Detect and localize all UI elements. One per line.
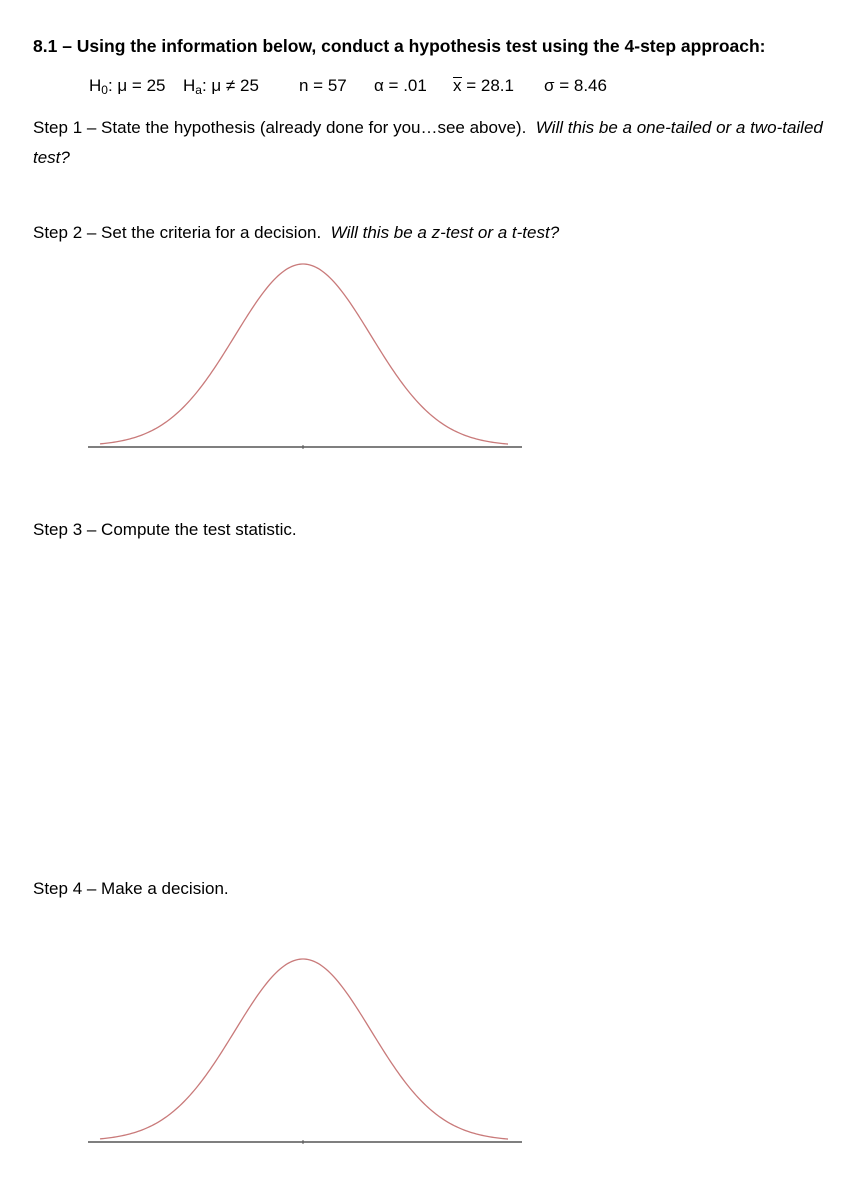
sample-size: n = 57 — [299, 76, 347, 95]
step-4: Step 4 – Make a decision. — [33, 879, 229, 898]
problem-title: 8.1 – Using the information below, conduct a hypothesis test using the 4-step approach: — [33, 36, 766, 56]
alternative-hypothesis: $H_a$: μ ≠ 25 — [183, 76, 259, 97]
step-2-text: Step 2 – Set the criteria for a decision. — [33, 223, 322, 242]
step-3: Step 3 – Compute the test statistic. — [33, 520, 297, 539]
given-parameters — [0, 76, 854, 100]
sample-mean-value: = 28.1 — [466, 76, 514, 95]
bell-curve — [100, 959, 508, 1139]
step-1-text: Step 1 – State the hypothesis (already done for you…see above). — [33, 118, 527, 137]
null-hypothesis: $H_0$: μ = 25 — [89, 76, 166, 97]
step-1 — [33, 113, 833, 173]
step-2-question: Will this be a z-test or a t-test? — [330, 223, 560, 242]
step-2 — [33, 218, 559, 248]
sample-mean — [453, 76, 514, 96]
bell-curve — [100, 264, 508, 444]
xbar-symbol: x — [453, 76, 462, 95]
normal-curve-step-4 — [88, 953, 522, 1149]
alpha-level: α = .01 — [374, 76, 427, 95]
population-sd: σ = 8.46 — [544, 76, 607, 95]
step-1-question: Will this be a one-tailed or a two-tailed test? — [33, 118, 823, 167]
normal-curve-step-2 — [88, 258, 522, 454]
